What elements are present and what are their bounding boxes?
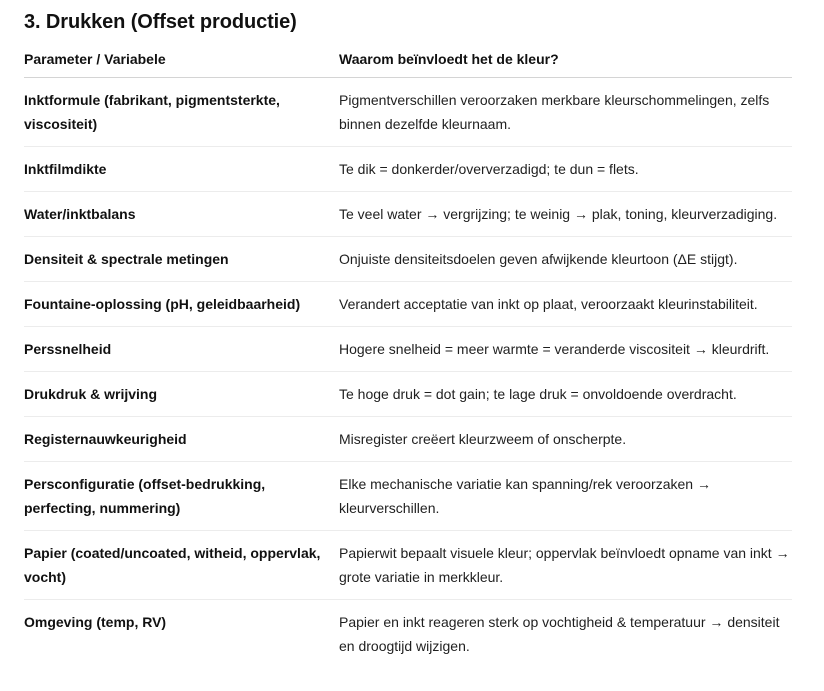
effect-cell: Pigmentverschillen veroorzaken merkbare kleurschommelingen, zelfs binnen dezelfde kleurnaam. bbox=[339, 78, 792, 147]
table-row bbox=[24, 600, 792, 669]
parameter-cell: Persconfiguratie (offset-bedrukking, perfecting, nummering) bbox=[24, 462, 339, 531]
effect-cell: Te veel water → vergrijzing; te weinig → plak, toning, kleurverzadiging. bbox=[339, 192, 792, 237]
parameter-cell: Fountaine-oplossing (pH, geleidbaarheid) bbox=[24, 282, 339, 327]
parameter-cell: Papier (coated/uncoated, witheid, oppervlak, vocht) bbox=[24, 531, 339, 600]
parameter-table bbox=[24, 47, 792, 668]
table-header-row bbox=[24, 47, 792, 78]
parameter-cell: Inktformule (fabrikant, pigmentsterkte, viscositeit) bbox=[24, 78, 339, 147]
table-row bbox=[24, 531, 792, 600]
parameter-cell: Densiteit & spectrale metingen bbox=[24, 237, 339, 282]
column-header-effect: Waarom beïnvloedt het de kleur? bbox=[339, 47, 792, 78]
table-row bbox=[24, 417, 792, 462]
table-row bbox=[24, 78, 792, 147]
effect-cell: Papierwit bepaalt visuele kleur; oppervlak beïnvloedt opname van inkt → grote variatie in merkkleur. bbox=[339, 531, 792, 600]
parameter-cell: Perssnelheid bbox=[24, 327, 339, 372]
effect-cell: Te hoge druk = dot gain; te lage druk = onvoldoende overdracht. bbox=[339, 372, 792, 417]
effect-cell: Elke mechanische variatie kan spanning/rek veroorzaken → kleurverschillen. bbox=[339, 462, 792, 531]
table-row bbox=[24, 462, 792, 531]
effect-cell: Hogere snelheid = meer warmte = veranderde viscositeit → kleurdrift. bbox=[339, 327, 792, 372]
parameter-cell: Registernauwkeurigheid bbox=[24, 417, 339, 462]
table-row bbox=[24, 327, 792, 372]
parameter-cell: Omgeving (temp, RV) bbox=[24, 614, 167, 630]
effect-cell: Misregister creëert kleurzweem of onscherpte. bbox=[339, 417, 792, 462]
table-row bbox=[24, 192, 792, 237]
table-row bbox=[24, 147, 792, 192]
table-row bbox=[24, 237, 792, 282]
effect-cell: Verandert acceptatie van inkt op plaat, veroorzaakt kleurinstabiliteit. bbox=[339, 282, 792, 327]
effect-cell: Te dik = donkerder/oververzadigd; te dun = flets. bbox=[339, 147, 792, 192]
table-row bbox=[24, 282, 792, 327]
parameter-cell: Water/inktbalans bbox=[24, 192, 339, 237]
effect-cell: Papier en inkt reageren sterk op vochtigheid & temperatuur → densiteit en droogtijd wijzigen. bbox=[339, 614, 780, 654]
parameter-cell: Inktfilmdikte bbox=[24, 147, 339, 192]
table-row bbox=[24, 372, 792, 417]
section-title: 3. Drukken (Offset productie) bbox=[24, 11, 297, 33]
parameter-cell: Drukdruk & wrijving bbox=[24, 372, 339, 417]
column-header-parameter: Parameter / Variabele bbox=[24, 47, 339, 78]
effect-cell: Onjuiste densiteitsdoelen geven afwijkende kleurtoon (ΔE stijgt). bbox=[339, 237, 792, 282]
